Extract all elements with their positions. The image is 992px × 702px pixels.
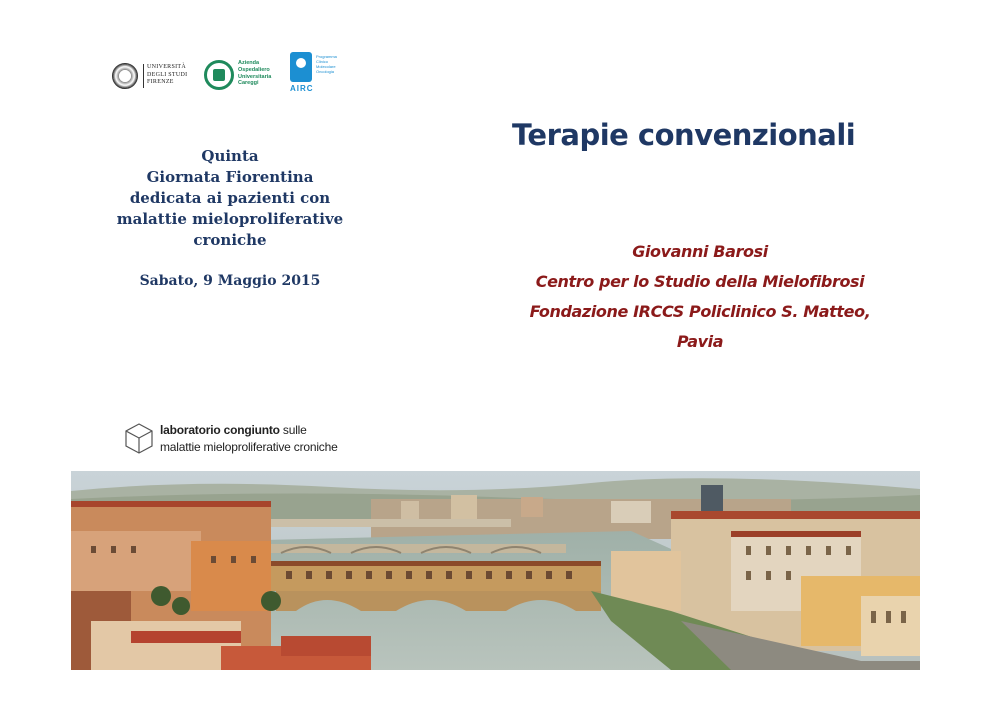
event-line-3: dedicata ai pazienti con bbox=[129, 189, 331, 207]
event-line-1: Quinta bbox=[201, 147, 259, 165]
airc-logo-icon bbox=[290, 52, 312, 82]
lab-text-line2: malattie mieloproliferative croniche bbox=[160, 440, 338, 454]
cube-icon bbox=[124, 422, 154, 454]
lab-logo bbox=[124, 420, 364, 460]
careggi-logo-icon bbox=[204, 60, 234, 90]
careggi-logo bbox=[204, 58, 276, 92]
unifi-logo-text: UNIVERSITÀ DEGLI STUDI FIRENZE bbox=[147, 64, 188, 85]
airc-logo bbox=[290, 52, 350, 96]
event-line-4: malattie mieloproliferative bbox=[116, 210, 344, 228]
airc-logo-subtext: Programma Clinico Molecolare Oncologia bbox=[316, 54, 337, 74]
author-name: Giovanni Barosi bbox=[632, 242, 768, 261]
author-city: Pavia bbox=[676, 332, 724, 351]
event-line-5: croniche bbox=[193, 231, 267, 249]
logo-bar bbox=[112, 52, 362, 98]
unifi-logo bbox=[112, 60, 202, 92]
lab-text-bold: laboratorio congiunto bbox=[160, 423, 280, 437]
slide-title: Terapie convenzionali bbox=[512, 118, 856, 152]
author-affiliation-1: Centro per lo Studio della Mielofibrosi bbox=[535, 272, 865, 291]
university-seal-icon bbox=[112, 63, 138, 89]
lab-text bbox=[160, 422, 338, 456]
logo-divider bbox=[143, 64, 144, 88]
author-affiliation-2: Fondazione IRCCS Policlinico S. Matteo, bbox=[529, 302, 871, 321]
event-date: Sabato, 9 Maggio 2015 bbox=[139, 273, 321, 289]
airc-logo-name: AIRC bbox=[290, 84, 314, 93]
florence-ponte-vecchio-photo bbox=[71, 471, 920, 670]
event-line-2: Giornata Fiorentina bbox=[146, 168, 314, 186]
author-block bbox=[500, 237, 900, 357]
careggi-logo-text: Azienda Ospedaliero Universitaria Careggi bbox=[238, 60, 272, 87]
event-info bbox=[92, 146, 368, 289]
lab-text-rest: sulle bbox=[279, 423, 307, 437]
